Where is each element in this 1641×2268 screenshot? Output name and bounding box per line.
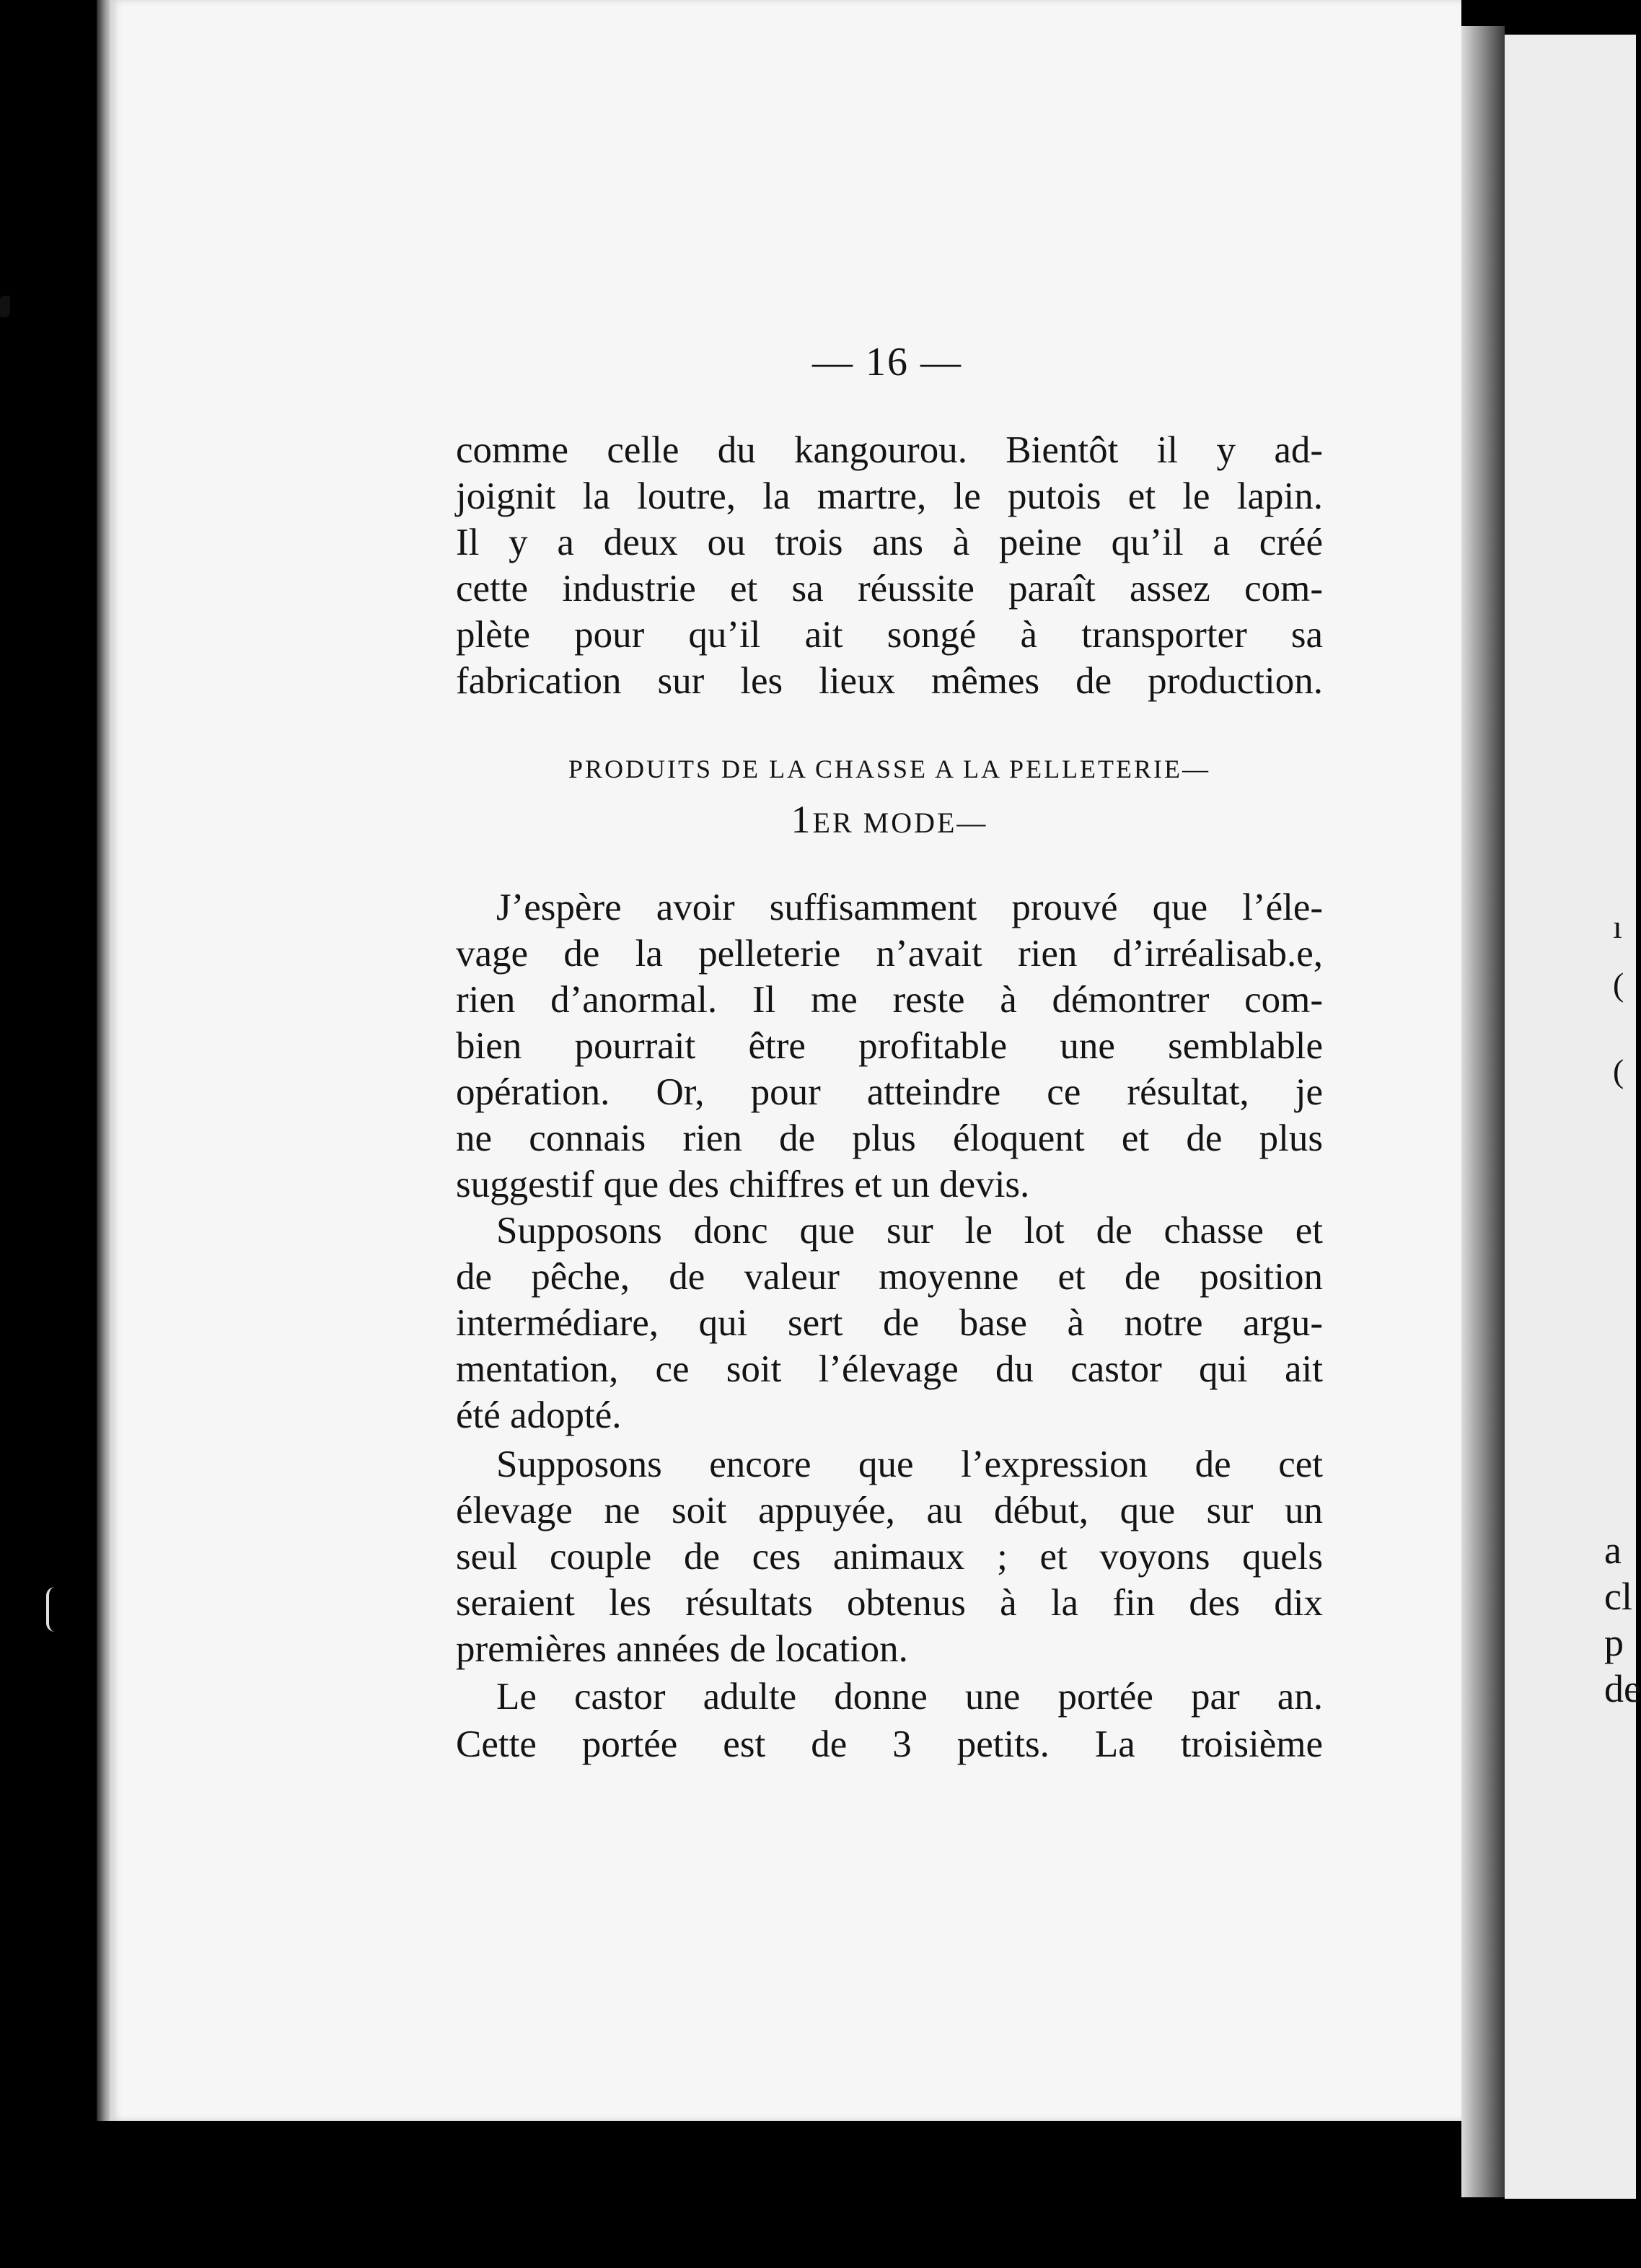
section-heading: PRODUITS DE LA CHASSE A LA PELLETERIE— bbox=[568, 755, 1211, 783]
text-line: été adopté. bbox=[456, 1394, 622, 1436]
next-page-fragment: ( bbox=[1613, 1052, 1624, 1089]
next-page-fragment: p bbox=[1604, 1621, 1624, 1664]
subheading-text: ER MODE— bbox=[812, 806, 988, 839]
next-page-fragment: de bbox=[1604, 1667, 1641, 1710]
next-page-margin bbox=[1505, 35, 1641, 2199]
next-page-fragment: cl bbox=[1604, 1575, 1632, 1618]
text-line: intermédiare, qui sert de base à notre argu- bbox=[456, 1302, 1323, 1344]
subheading-numeral: 1 bbox=[791, 798, 813, 841]
text-line: premières années de location. bbox=[456, 1628, 908, 1670]
text-line: J’espère avoir suffisamment prouvé que l’éle- bbox=[496, 887, 1323, 928]
text-line: Supposons donc que sur le lot de chasse et bbox=[496, 1210, 1323, 1252]
next-page-fragment: ı bbox=[1613, 908, 1622, 945]
text-line: comme celle du kangourou. Bientôt il y ad- bbox=[456, 429, 1323, 471]
text-line: élevage ne soit appuyée, au début, que sur un bbox=[456, 1490, 1323, 1531]
text-line: suggestif que des chiffres et un devis. bbox=[456, 1164, 1030, 1205]
text-line: cette industrie et sa réussite paraît assez com- bbox=[456, 568, 1323, 610]
text-line: Supposons encore que l’expression de cet bbox=[496, 1443, 1323, 1485]
text-line: opération. Or, pour atteindre ce résultat, je bbox=[456, 1071, 1323, 1113]
text-line: Il y a deux ou trois ans à peine qu’il a créé bbox=[456, 522, 1323, 563]
stray-scan-mark bbox=[46, 1587, 55, 1632]
stray-ink-mark bbox=[0, 296, 10, 317]
text-line: fabrication sur les lieux mêmes de production. bbox=[456, 660, 1323, 702]
text-line: rien d’anormal. Il me reste à démontrer com- bbox=[456, 979, 1323, 1021]
text-line: ne connais rien de plus éloquent et de plus bbox=[456, 1117, 1323, 1159]
text-line: plète pour qu’il ait songé à transporter sa bbox=[456, 614, 1323, 656]
page-number: — 16 — bbox=[812, 340, 962, 384]
text-line: de pêche, de valeur moyenne et de position bbox=[456, 1256, 1323, 1298]
text-line: Cette portée est de 3 petits. La troisième bbox=[456, 1723, 1323, 1765]
text-line: bien pourrait être profitable une semblable bbox=[456, 1025, 1323, 1067]
next-page-fragment: ( bbox=[1613, 966, 1624, 1003]
page-edge-shadow bbox=[1461, 26, 1505, 2197]
text-line: Le castor adulte donne une portée par an. bbox=[496, 1676, 1323, 1718]
next-page-fragment: a bbox=[1604, 1529, 1622, 1572]
text-line: joignit la loutre, la martre, le putois et le lapin. bbox=[456, 475, 1323, 517]
text-line: vage de la pelleterie n’avait rien d’irréalisab.e, bbox=[456, 933, 1323, 975]
text-line: mentation, ce soit l’élevage du castor qui ait bbox=[456, 1348, 1323, 1390]
text-line: seraient les résultats obtenus à la fin des dix bbox=[456, 1582, 1323, 1624]
section-subheading bbox=[456, 797, 1323, 842]
text-line: seul couple de ces animaux ; et voyons quels bbox=[456, 1536, 1323, 1578]
